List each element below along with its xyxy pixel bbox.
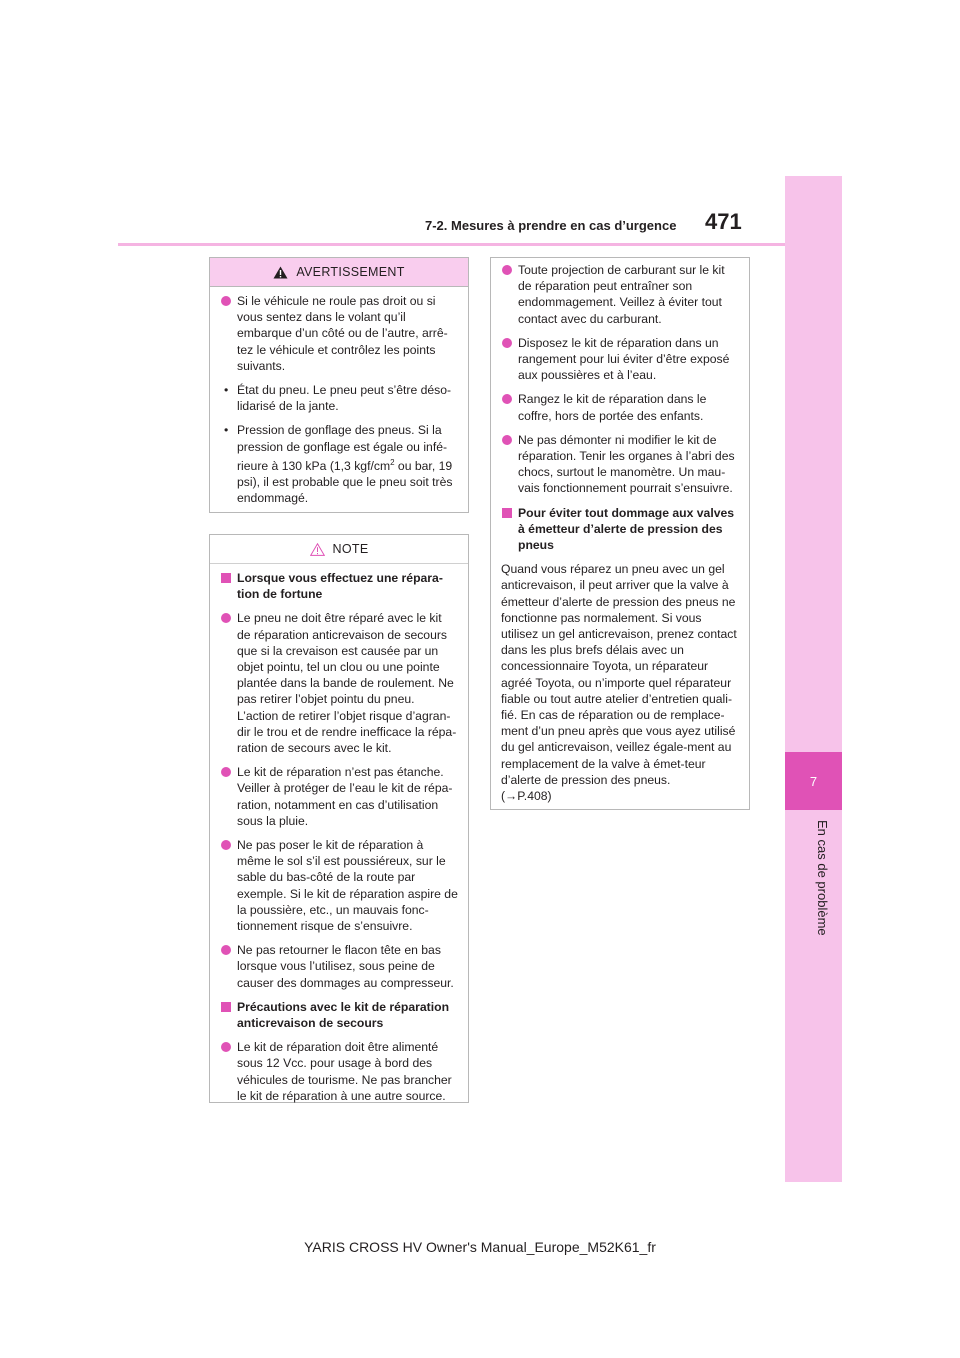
footer-text: YARIS CROSS HV Owner's Manual_Europe_M52K61_fr — [304, 1239, 656, 1255]
warning-dash-item — [220, 422, 458, 506]
warning-header — [210, 258, 468, 287]
chapter-side-tab — [785, 176, 842, 1182]
note-paragraph: Quand vous réparez un pneu avec un gel anticrevaison, il peut arriver que la valve à émetteur d’alerte de pression des pneus ne fonctionne pas normalement. Si vous utilisez un gel anticrevaison, prenez contact dans les plus brefs délais avec un concessionnaire Toyota, un réparateur agréé Toyota, ou n’importe quel réparateur fiable ou tout autre atelier d’entretien quali-fié. En cas de réparation ou de remplace-ment d’un pneu après que vous ayez utilisé du gel anticrevaison, veillez égale-ment au remplacement de la valve à émet-teur d’alerte de pression des pneus. — [501, 562, 737, 787]
warning-triangle-icon — [273, 266, 288, 279]
pressure-text-cont: ou bar, 19 psi), il est probable que le pneu soit très endommagé. — [237, 458, 453, 506]
superscript: 2 — [390, 457, 395, 467]
note-bullet: Ne pas poser le kit de réparation à même le sol s’il est poussiéreux, sur le sable du bas-côté de la route par exemple. Si le kit de réparation aspire de la poussière, etc., un mauvais fonc-tionnement risque de s’ensuivre. — [220, 837, 458, 934]
note-heading: Lorsque vous effectuez une répara-tion de fortune — [220, 570, 458, 602]
page-number: 471 — [705, 209, 742, 234]
note-bullet: Toute projection de carburant sur le kit de réparation peut entraîner son endommagement. Veillez à éviter tout contact avec du carburant. — [501, 262, 739, 327]
note-bullet: Ne pas démonter ni modifier le kit de réparation. Tenir les organes à l’abri des chocs, surtout le manomètre. Un mau-vais fonctionnement pourrait s’ensuivre. — [501, 432, 739, 497]
note-bullet: Ne pas retourner le flacon tête en bas lorsque vous l’utilisez, sous peine de causer des dommages au compresseur. — [220, 942, 458, 991]
section-title: 7-2. Mesures à prendre en cas d’urgence — [425, 218, 677, 233]
header-rule — [118, 243, 785, 246]
caution-triangle-icon — [310, 543, 325, 556]
note-header — [210, 535, 468, 564]
note-title: NOTE — [332, 542, 369, 556]
warning-dash-item: • État du pneu. Le pneu peut s’être déso-lidarisé de la jante. — [220, 382, 458, 414]
note-bullet: Rangez le kit de réparation dans le coffre, hors de portée des enfants. — [501, 391, 739, 423]
note-bullet: Le pneu ne doit être réparé avec le kit de réparation anticrevaison de secours que si la crevaison est causée par un objet pointu, tel un clou ou une pointe plantée dans la bande de roulement. Ne pas retirer l’objet pointu du pneu. L’action de retirer l’objet risque d’agran-dir le trou et de rendre inefficace la répa-ration de secours avec le kit. — [220, 610, 458, 756]
chapter-number-badge: 7 — [785, 752, 842, 810]
note-bullet: Le kit de réparation n’est pas étanche. Veiller à protéger de l’eau le kit de répa-ration, notamment en cas d’utilisation sous la pluie. — [220, 764, 458, 829]
warning-bullet: Si le véhicule ne roule pas droit ou si vous sentez dans le volant qu’il embarque d’un côté ou de l’autre, arrê-tez le véhicule et contrôlez les points suivants. — [220, 293, 458, 374]
pressure-text: Pression de gonflage des pneus. Si la pression de gonflage est égale ou infé-rieure à 130 kPa (1,3 kgf/cm — [237, 423, 448, 473]
note-bullet: Disposez le kit de réparation dans un rangement pour lui éviter d’être exposé aux poussières et à l’eau. — [501, 335, 739, 384]
chapter-label: En cas de problème — [815, 820, 830, 936]
warning-box — [209, 257, 469, 513]
note-bullet: Le kit de réparation doit être alimenté sous 12 Vcc. pour usage à bord des véhicules de tourisme. Ne pas brancher le kit de réparation à une autre source. — [220, 1039, 458, 1104]
page-reference: (→P.408) — [501, 789, 552, 804]
note-box — [209, 534, 469, 1103]
note-heading: Précautions avec le kit de réparation anticrevaison de secours — [220, 999, 458, 1031]
warning-title: AVERTISSEMENT — [296, 265, 405, 279]
note-continuation-box — [490, 257, 750, 810]
note-heading: Pour éviter tout dommage aux valves à émetteur d’alerte de pression des pneus — [501, 505, 739, 554]
